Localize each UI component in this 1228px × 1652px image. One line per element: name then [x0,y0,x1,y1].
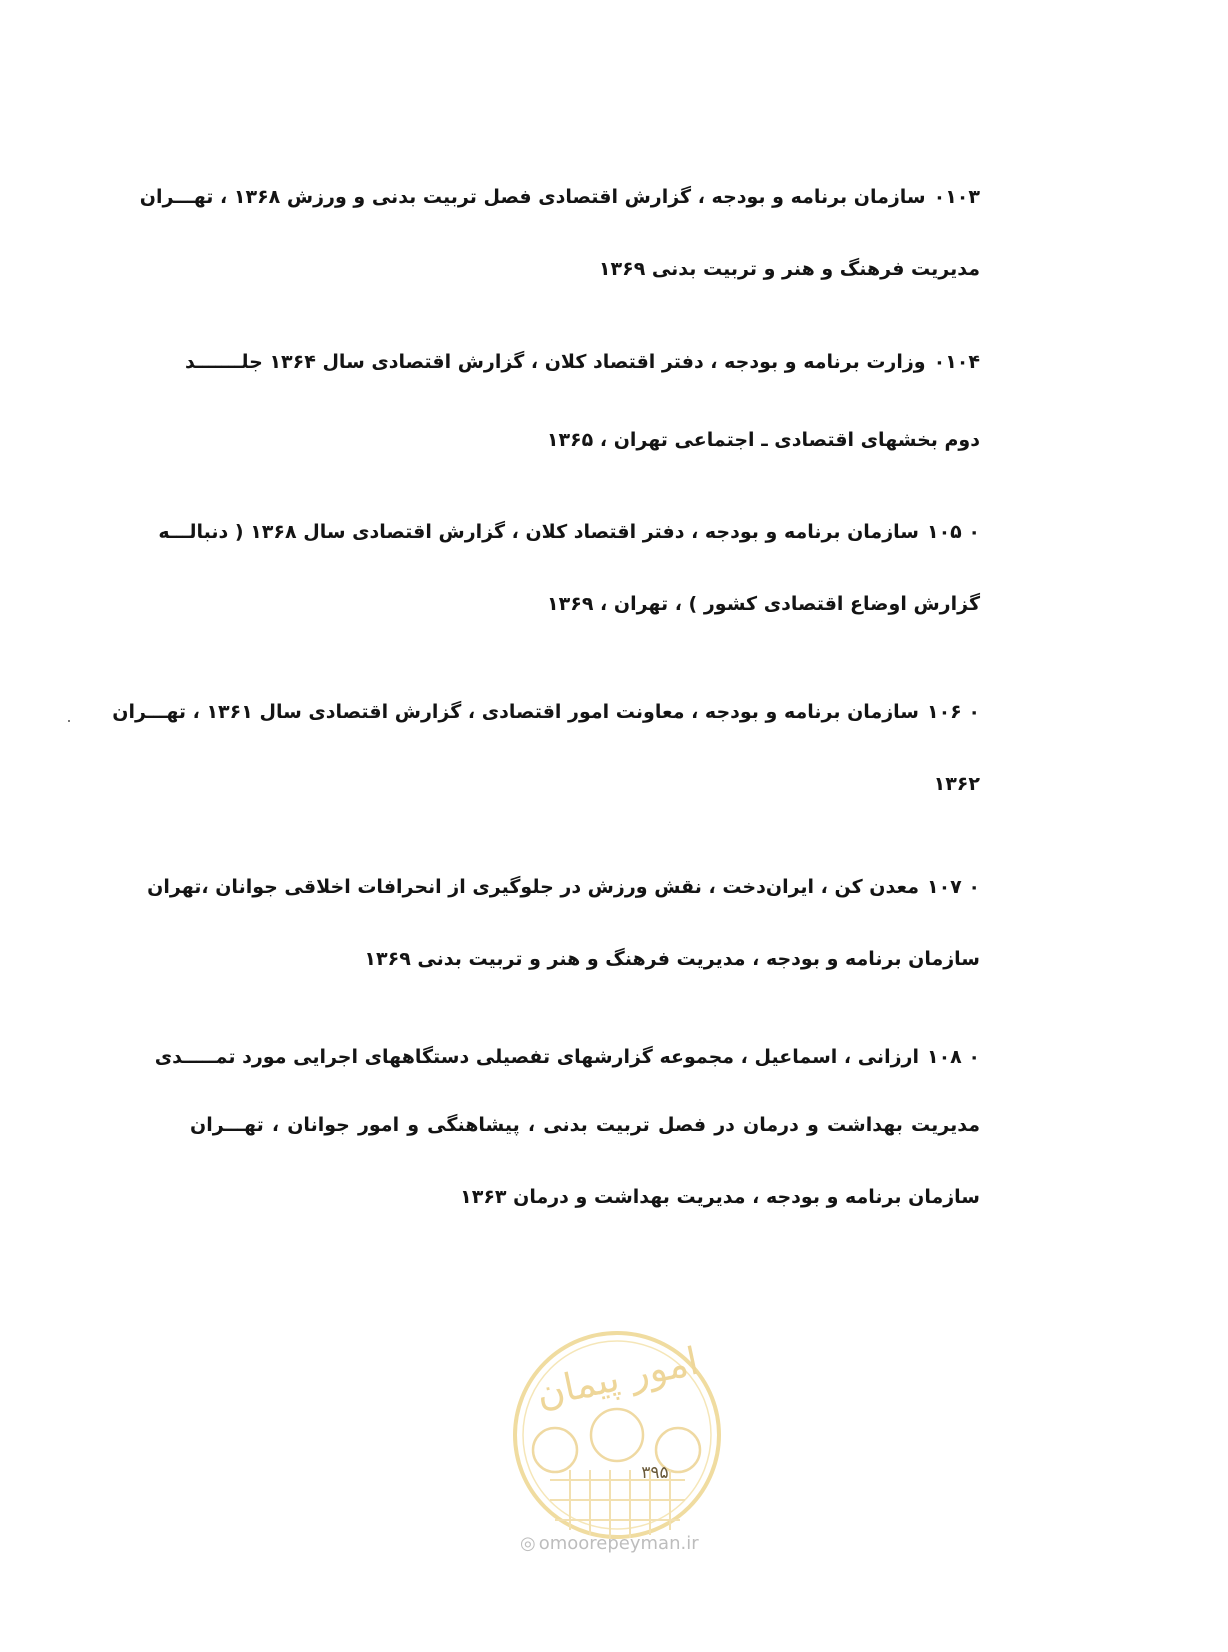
entry-text: سازمان برنامه و بودجه ، معاونت امور اقتصادی ، گزارش اقتصادی سال ۱۳۶۱ ، تهـــران [112,701,919,723]
entry-number: ۰ ۱۰۵ [926,521,980,543]
entry-line [184,345,980,379]
watermark-url: ◎ omoorepeyman.ir [520,1533,699,1554]
bibliography-entry-0106 [112,695,980,825]
page-number: ۳۹۵ [641,1463,669,1483]
bibliography-entry-0108 [154,1040,980,1230]
bibliography-entry-0104 [184,345,980,475]
entry-line: دوم بخشهای اقتصادی ـ اجتماعی تهران ، ۱۳۶۵ [546,429,980,451]
bibliography-entry-0103 [139,180,980,310]
instagram-icon: ◎ [520,1533,536,1554]
entry-line: ۱۳۶۲ [933,773,980,795]
bibliography-entry-0107 [147,870,980,1000]
entry-number: ۰۱۰۳ [933,186,980,208]
entry-number: ۰ ۱۰۶ [926,701,980,723]
entry-line [112,695,980,729]
bibliography-entry-0105 [158,515,980,645]
entry-text: معدن کن ، ایران‌دخت ، نقش ورزش در جلوگیری از انحرافات اخلاقی جوانان ،تهران [147,876,919,898]
entry-line: مدیریت بهداشت و درمان در فصل تربیت بدنی ، پیشاهنگی و امور جوانان ، تهـــران [190,1114,980,1136]
entry-text: ارزانی ، اسماعیل ، مجموعه گزارشهای تفصیلی دستگاههای اجرایی مورد تمـــــدی [154,1046,919,1068]
entry-number: ۰۱۰۴ [933,351,980,373]
entry-text: سازمان برنامه و بودجه ، دفتر اقتصاد کلان ، گزارش اقتصادی سال ۱۳۶۸ ( دنبالـــه [158,521,919,543]
entry-line: سازمان برنامه و بودجه ، مدیریت بهداشت و درمان ۱۳۶۳ [460,1186,980,1208]
entry-line [147,870,980,904]
entry-line: مدیریت فرهنگ و هنر و تربیت بدنی ۱۳۶۹ [598,258,980,280]
scan-speck [68,720,70,722]
seal-logo [510,1320,725,1550]
entry-text: سازمان برنامه و بودجه ، گزارش اقتصادی فصل تربیت بدنی و ورزش ۱۳۶۸ ، تهـــران [139,186,926,208]
seal-text: امور پیمان [532,1338,703,1416]
entry-number: ۰ ۱۰۷ [926,876,980,898]
entry-line: گزارش اوضاع اقتصادی کشور ) ، تهران ، ۱۳۶۹ [547,593,980,615]
entry-line [158,515,980,549]
entry-line: سازمان برنامه و بودجه ، مدیریت فرهنگ و هنر و تربیت بدنی ۱۳۶۹ [364,948,980,970]
entry-line [139,180,980,214]
entry-text: وزارت برنامه و بودجه ، دفتر اقتصاد کلان ، گزارش اقتصادی سال ۱۳۶۴ جلـــــــد [184,351,926,373]
entry-line [154,1040,980,1074]
entry-number: ۰ ۱۰۸ [926,1046,980,1068]
